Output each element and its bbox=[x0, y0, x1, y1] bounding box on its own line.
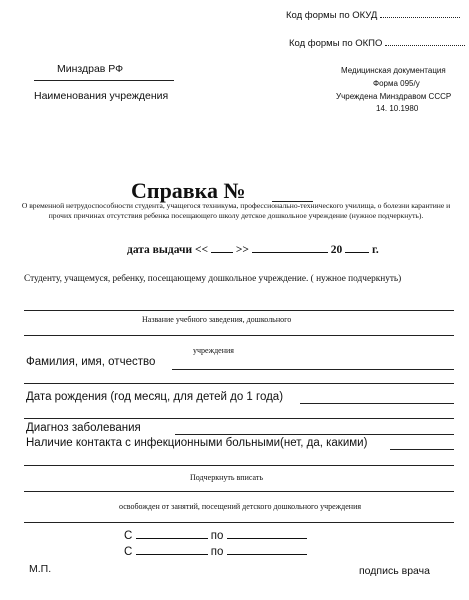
diagnosis-field bbox=[175, 434, 454, 435]
exempt-top-line bbox=[24, 491, 454, 492]
period-from-label-2: С bbox=[124, 546, 133, 558]
diagnosis-top-line bbox=[24, 418, 454, 419]
institution-line bbox=[24, 310, 454, 311]
birth-date-field bbox=[300, 403, 454, 404]
period-to-field-1 bbox=[227, 538, 307, 539]
institution-caption-2: учреждения bbox=[193, 346, 234, 355]
institution-line-2 bbox=[24, 335, 454, 336]
period-from-field-1 bbox=[136, 538, 208, 539]
exempt-bottom-line bbox=[24, 522, 454, 523]
close-quote: >> bbox=[235, 244, 249, 256]
period-from-field-2 bbox=[136, 554, 208, 555]
institution-caption-1: Название учебного заведения, дошкольного bbox=[142, 315, 292, 324]
approved-date: 14. 10.1980 bbox=[376, 104, 419, 113]
okpo-row bbox=[289, 38, 465, 49]
birth-date-label: Дата рождения (год месяц, для детей до 1 года) bbox=[26, 391, 284, 403]
period-to-label: по bbox=[210, 530, 224, 542]
period-row-1 bbox=[124, 530, 307, 542]
year-suffix: г. bbox=[371, 244, 379, 256]
doctor-signature-label: подпись врача bbox=[359, 565, 430, 577]
full-name-field bbox=[172, 369, 454, 370]
contact-line-2 bbox=[24, 465, 454, 466]
ministry: Минздрав РФ bbox=[57, 63, 124, 75]
full-name-label: Фамилия, имя, отчество bbox=[26, 356, 156, 368]
stamp-label: М.П. bbox=[29, 563, 52, 575]
title-text: Справка № bbox=[131, 178, 246, 203]
period-to-label-2: по bbox=[210, 546, 224, 558]
okud-label: Код формы по ОКУД bbox=[286, 10, 378, 21]
okpo-label: Код формы по ОКПО bbox=[289, 38, 383, 49]
full-name-line-2 bbox=[24, 383, 454, 384]
okud-row bbox=[286, 10, 460, 21]
issue-date-label: дата выдачи bbox=[127, 244, 193, 256]
underline-caption: Подчеркнуть вписать bbox=[190, 473, 263, 482]
period-to-field-2 bbox=[227, 554, 307, 555]
med-doc: Медицинская документация bbox=[341, 66, 446, 75]
period-row-2 bbox=[124, 546, 307, 558]
issue-date-row bbox=[127, 244, 379, 256]
issue-year-field bbox=[345, 252, 369, 253]
contact-label: Наличие контакта с инфекционными больными(нет, да, какими) bbox=[26, 437, 368, 449]
okud-field bbox=[380, 17, 460, 18]
approved-by: Учреждена Минздравом СССР bbox=[336, 92, 452, 101]
student-line: Студенту, учащемуся, ребенку, посещающему дошкольное учреждение. ( нужное подчеркнуть) bbox=[24, 274, 402, 284]
intro-paragraph: О временной нетрудоспособности студента, учащегося техникума, профессионально-технического училища, о болезни карантине и прочих причинах отсутствия ребенка посещающего школу детское дошкольное учреждение (нужное подчеркнуть). bbox=[21, 201, 451, 220]
ministry-line bbox=[34, 80, 174, 81]
okpo-field bbox=[385, 45, 465, 46]
exempt-caption: освобожден от занятий, посещений детского дошкольного учреждения bbox=[119, 502, 362, 511]
form-number: Форма 095/у bbox=[373, 79, 420, 88]
issue-month-field bbox=[252, 252, 328, 253]
institution-label: Наименования учреждения bbox=[34, 90, 169, 102]
diagnosis-label: Диагноз заболевания bbox=[26, 422, 141, 434]
year-prefix: 20 bbox=[330, 244, 343, 256]
issue-day-field bbox=[211, 252, 233, 253]
period-from-label: С bbox=[124, 530, 133, 542]
contact-field bbox=[390, 449, 454, 450]
open-quote: << bbox=[194, 244, 209, 256]
